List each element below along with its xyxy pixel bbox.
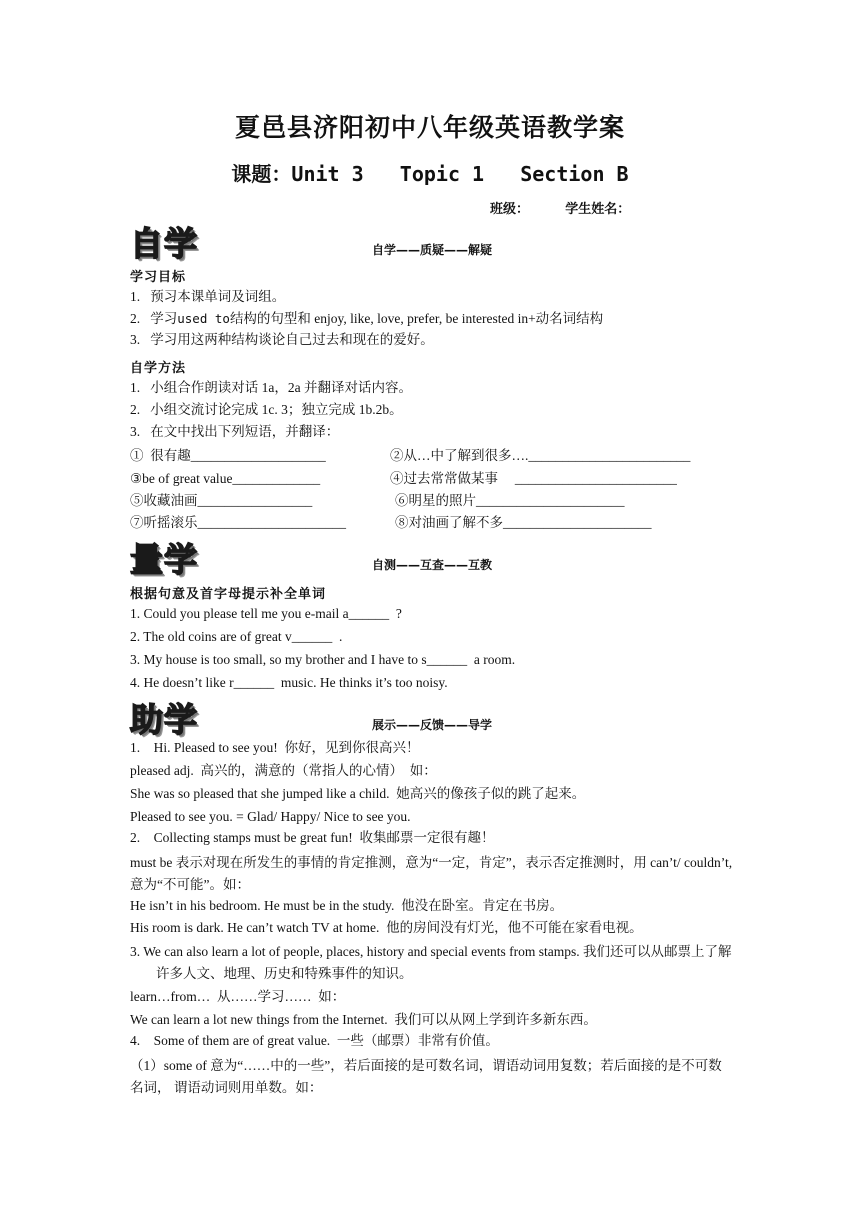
- phrase-item: ⑥明星的照片______________________: [395, 493, 625, 508]
- phrase-item: ⑧对油画了解不多______________________: [395, 515, 652, 530]
- goals-label: 学习目标: [130, 270, 187, 285]
- method-item: 1. 小组合作朗读对话 1a，2a 并翻译对话内容。: [130, 380, 412, 395]
- exercise-item: 1. Could you please tell me you e-mail a______ ?: [130, 606, 402, 621]
- phrase-item: ②从…中了解到很多….________________________: [390, 448, 691, 463]
- goal-item: 1. 预习本课单词及词组。: [130, 289, 286, 304]
- note-line: He isn’t in his bedroom. He must be in the study. 他没在卧室。肯定在书房。: [130, 898, 564, 913]
- note-line: 3. We can also learn a lot of people, places, history and special events from stamps. 我们还可以从邮票上了解许多人文、地理、历史和特殊事件的知识。: [130, 944, 732, 981]
- goal-text: 结构的句型和 enjoy, like, love, prefer, be interested in+动名词结构: [229, 311, 604, 326]
- note-line: 2. Collecting stamps must be great fun! 收集邮票一定很有趣！: [130, 830, 495, 845]
- note-line: 1. Hi. Pleased to see you! 你好，见到你很高兴！: [130, 740, 420, 755]
- section-heading-self-study: 自学——质疑——解疑: [371, 243, 492, 257]
- note-line: must be 表示对现在所发生的事情的肯定推测，意为“一定，肯定”，表示否定推测时，用 can’t/ couldn’t, 意为“不可能”。如：: [130, 855, 733, 892]
- note-line: （1）some of 意为“……中的一些”，若后面接的是可数名词，谓语动词用复数；若后面接的是不可数名词， 谓语动词则用单数。如：: [130, 1058, 722, 1095]
- page-title: 夏邑县济阳初中八年级英语教学案: [234, 113, 625, 142]
- exercise-label: 根据句意及首字母提示补全单词: [130, 587, 327, 602]
- method-item: 2. 小组交流讨论完成 1c. 3；独立完成 1b.2b。: [130, 402, 403, 417]
- exercise-item: 3. My house is too small, so my brother and I have to s______ a room.: [130, 652, 516, 667]
- section-banner-self-test: 量学: [130, 540, 198, 579]
- exercise-item: 2. The old coins are of great v______ .: [130, 629, 343, 644]
- note-line: Pleased to see you. = Glad/ Happy/ Nice to see you.: [130, 809, 411, 824]
- phrase-item: ③be of great value_____________: [130, 471, 321, 486]
- goal-item: 3. 学习用这两种结构谈论自己过去和现在的爱好。: [130, 332, 434, 347]
- note-line: learn…from… 从……学习…… 如：: [130, 989, 346, 1004]
- class-name-line: 班级： 学生姓名：: [490, 202, 631, 217]
- note-line: She was so pleased that she jumped like a child. 她高兴的像孩子似的跳了起来。: [130, 786, 586, 801]
- phrase-item: ⑤收藏油画_________________: [130, 493, 313, 508]
- note-line: We can learn a lot new things from the Internet. 我们可以从网上学到许多新东西。: [130, 1012, 597, 1027]
- method-item: 3. 在文中找出下列短语，并翻译：: [130, 424, 340, 439]
- method-label: 自学方法: [130, 361, 187, 376]
- section-banner-self-study: 自学: [130, 224, 198, 263]
- note-line: His room is dark. He can’t watch TV at home. 他的房间没有灯光，他不可能在家看电视。: [130, 920, 643, 935]
- exercise-item: 4. He doesn’t like r______ music. He thinks it’s too noisy.: [130, 675, 448, 690]
- goal-item: [130, 310, 603, 328]
- phrase-item: ① 很有趣____________________: [130, 448, 326, 463]
- section-heading-guided-study: 展示——反馈——导学: [371, 718, 492, 732]
- phrase-item: ⑦听摇滚乐______________________: [130, 515, 346, 530]
- section-banner-guided-study: 助学: [130, 700, 198, 739]
- phrase-item: ④过去常常做某事 ________________________: [390, 471, 677, 486]
- note-line: pleased adj. 高兴的，满意的（常指人的心情） 如：: [130, 763, 437, 778]
- lesson-subtitle: 课题：Unit 3 Topic 1 Section B: [231, 162, 629, 186]
- goal-code: used to: [177, 311, 230, 326]
- note-line: 4. Some of them are of great value. 一些（邮票）非常有价值。: [130, 1033, 499, 1048]
- goal-number: 2. 学习: [130, 311, 178, 326]
- section-heading-self-test: 自测——互查——互教: [371, 558, 492, 572]
